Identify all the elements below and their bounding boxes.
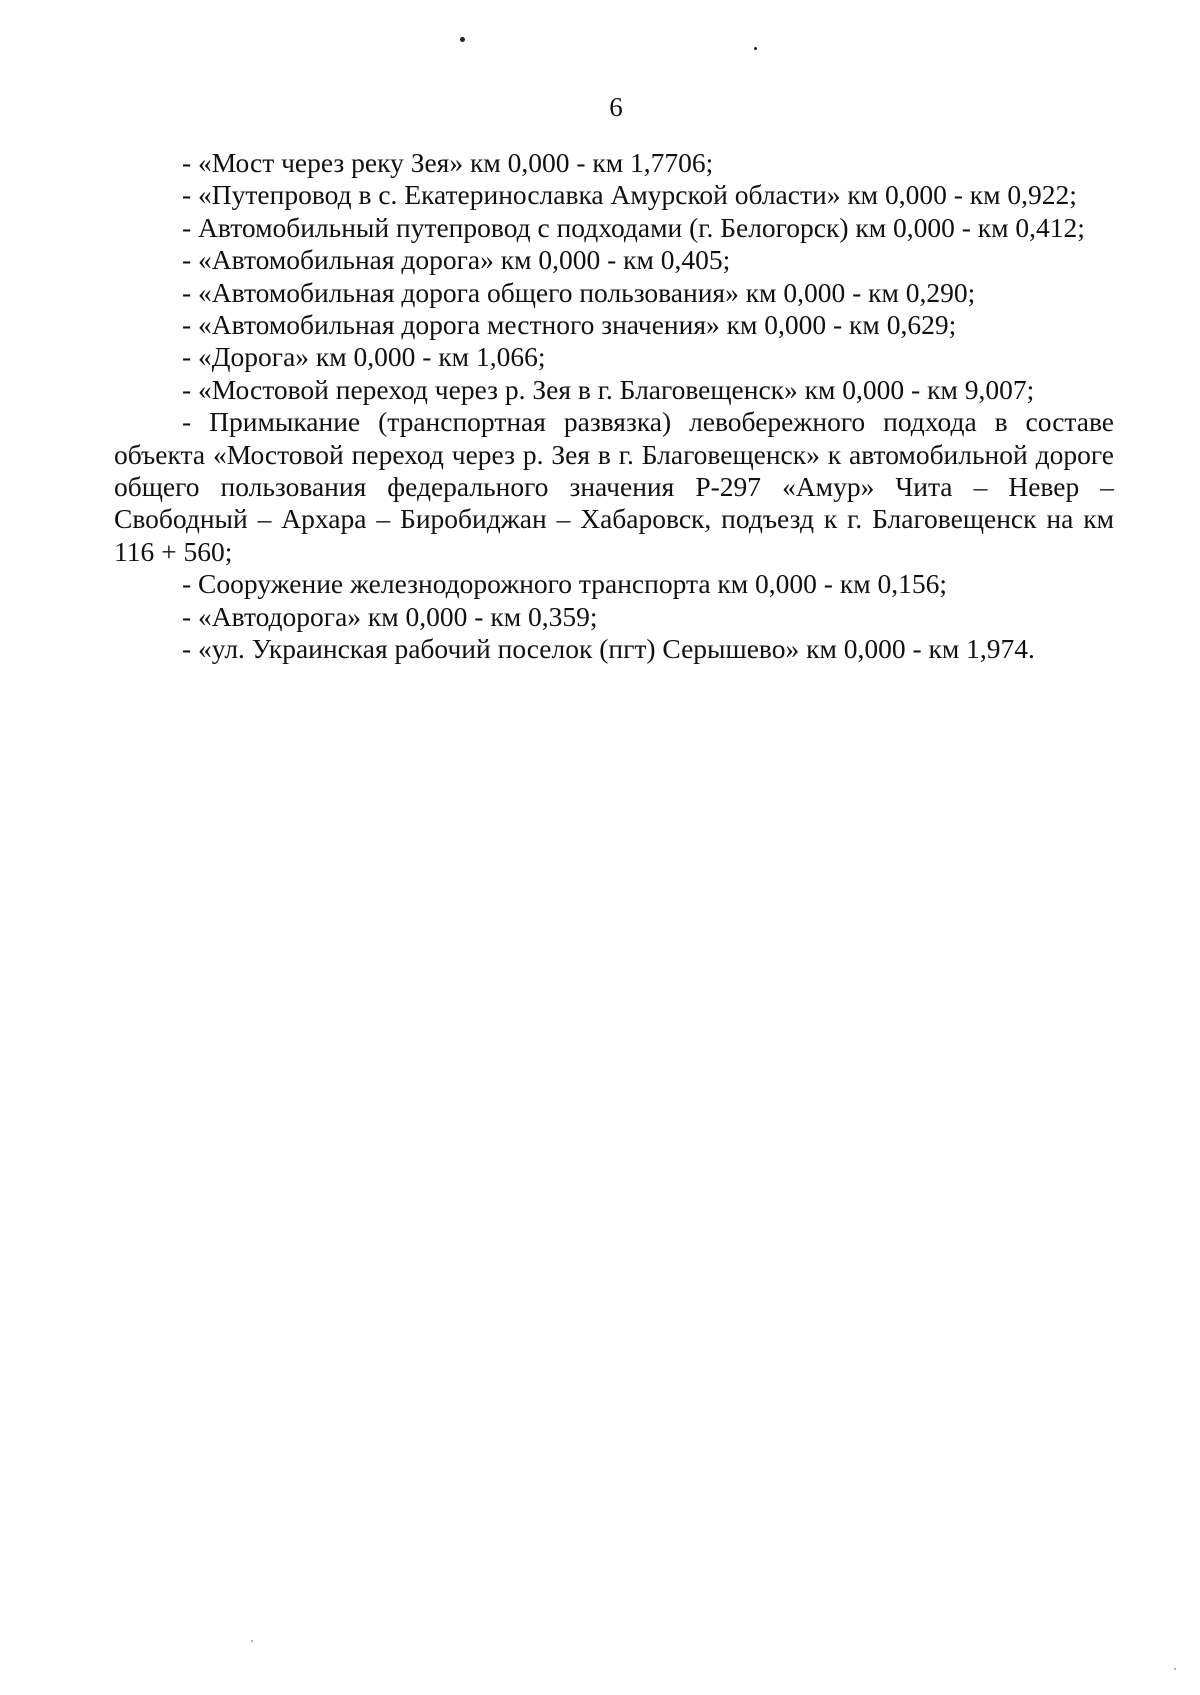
list-item-junction: - Примыкание (транспортная развязка) левобережного подхода в составе объекта «Мостовой переход через р. Зея в г. Благовещенск» к автомобильной дороге общего пользования федерального значения Р-297 «Амур» Чита – Невер – Свободный – Архара – Биробиджан – Хабаровск, подъезд к г. Благовещенск на км 116 + 560; — [114, 406, 1114, 567]
scan-speck — [1174, 1668, 1176, 1670]
list-item-overpass-ekaterinoslavka: - «Путепровод в с. Екатеринославка Амурской области» км 0,000 - км 0,922; — [182, 179, 1077, 211]
list-item-road: - «Автомобильная дорога» км 0,000 - км 0,405; — [182, 244, 731, 276]
list-item-bridge-zeya: - «Мост через реку Зея» км 0,000 - км 1,7706; — [182, 147, 714, 178]
list-item-avtodoroga: - «Автодорога» км 0,000 - км 0,359; — [182, 600, 598, 632]
list-item-railway-structure: - Сооружение железнодорожного транспорта км 0,000 - км 0,156; — [182, 568, 947, 600]
scan-speck — [460, 37, 465, 42]
list-item-ukrainskaya-street: - «ул. Украинская рабочий поселок (пгт) Серышево» км 0,000 - км 1,974. — [182, 633, 1035, 665]
list-item-local-road: - «Автомобильная дорога местного значения» км 0,000 - км 0,629; — [182, 309, 957, 341]
scan-speck — [251, 1640, 253, 1642]
list-item-public-road: - «Автомобильная дорога общего пользования» км 0,000 - км 0,290; — [182, 276, 976, 308]
scan-speck — [754, 47, 757, 50]
list-item-bridge-crossing-blagoveshchensk: - «Мостовой переход через р. Зея в г. Благовещенск» км 0,000 - км 9,007; — [182, 373, 1035, 405]
page-number: 6 — [609, 92, 623, 122]
list-item-overpass-belogorsk: - Автомобильный путепровод с подходами (г. Белогорск) км 0,000 - км 0,412; — [182, 211, 1085, 243]
list-item-doroga: - «Дорога» км 0,000 - км 1,066; — [182, 341, 546, 373]
document-body — [114, 147, 1114, 666]
